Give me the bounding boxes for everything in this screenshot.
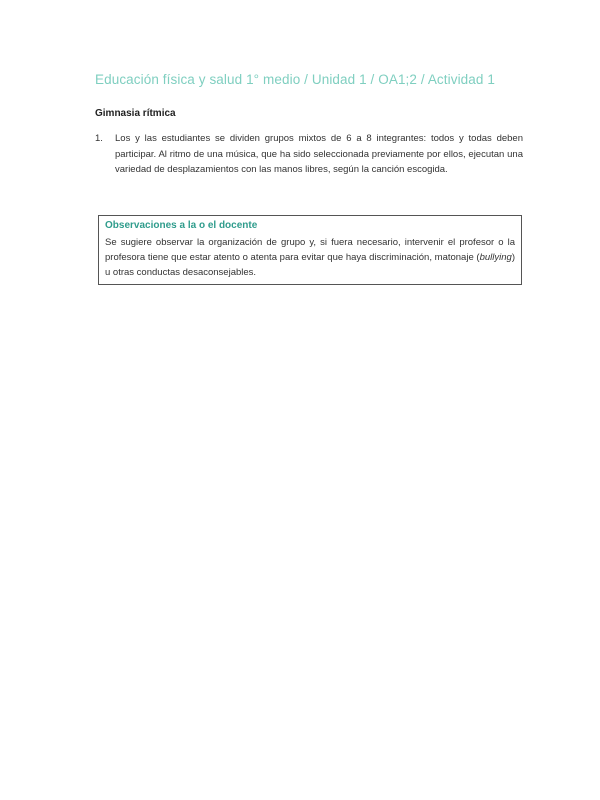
teacher-notes-text-end: ) u otras conductas desaconsejables. [105, 252, 515, 278]
list-item-text: Los y las estudiantes se dividen grupos mixtos de 6 a 8 integrantes: todos y todas deben participar. Al ritmo de una música, que ha sido seleccionada previamente por ellos, ejecutan una variedad de desplazamientos con las manos libres, según la canción escogida. [115, 133, 523, 175]
teacher-notes-text: Se sugiere observar la organización de grupo y, si fuera necesario, intervenir el profesor o la profesora tiene que estar atento o atenta para evitar que haya discriminación, matonaje ( [105, 237, 515, 263]
section-title: Gimnasia rítmica [95, 108, 176, 119]
teacher-notes-body [105, 235, 515, 280]
teacher-notes-italic-term: bullying [479, 252, 512, 263]
activity-list [95, 131, 523, 178]
list-item [95, 131, 523, 178]
teacher-notes-title: Observaciones a la o el docente [105, 220, 258, 231]
page-breadcrumb: Educación física y salud 1° medio / Unidad 1 / OA1;2 / Actividad 1 [95, 72, 495, 87]
teacher-notes-box [98, 215, 522, 285]
list-item-number: 1. [95, 133, 103, 144]
